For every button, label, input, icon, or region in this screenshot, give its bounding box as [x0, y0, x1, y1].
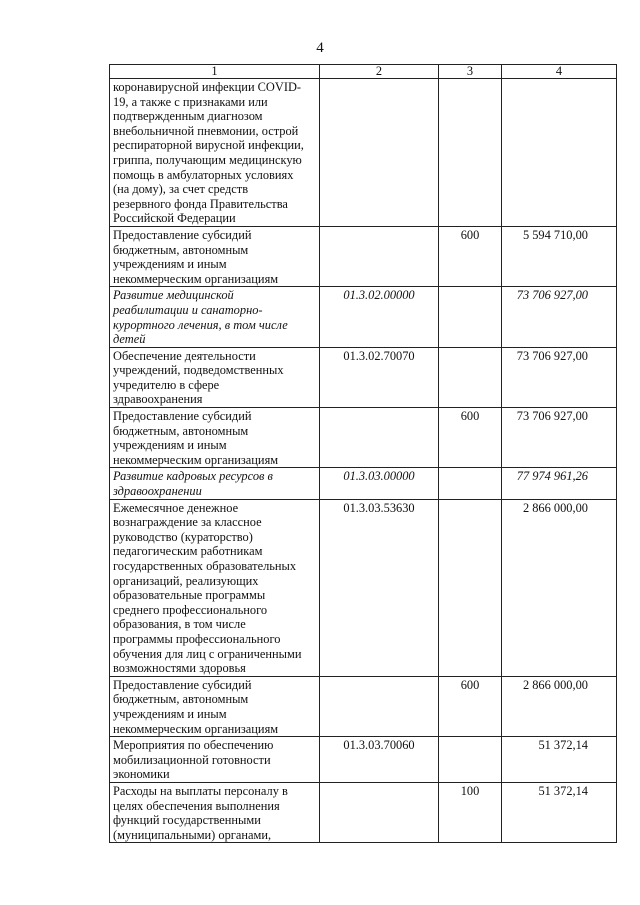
table-header-row	[110, 65, 617, 79]
table-row	[110, 408, 617, 468]
row-code	[320, 79, 439, 227]
row-expense-type-text: 600	[460, 409, 480, 424]
table-row	[110, 676, 617, 736]
row-amount	[502, 226, 617, 286]
row-description-text: Развитие кадровых ресурсов в здравоохранении	[113, 469, 273, 499]
row-expense-type	[439, 408, 502, 468]
row-code	[320, 676, 439, 736]
row-description	[110, 226, 320, 286]
row-code	[320, 468, 439, 499]
table-row	[110, 79, 617, 227]
row-amount-text: 51 372,14	[538, 738, 588, 753]
row-amount	[502, 347, 617, 407]
row-description-text: Обеспечение деятельности учреждений, подведомственных учредителю в сфере здравоохранения	[113, 348, 284, 407]
row-code	[320, 499, 439, 676]
row-description	[110, 468, 320, 499]
row-code-text: 01.3.02.00000	[343, 288, 415, 303]
row-description-text: Ежемесячное денежное вознаграждение за классное руководство (кураторство) педагогическим работникам государственных образовательных организаций, реализующих образовательные программы среднего профессионального образования, в том числе программы профессионального обучения для лиц с ограниченными возможностями здоровья	[113, 500, 302, 676]
row-amount	[502, 468, 617, 499]
table-row	[110, 782, 617, 842]
row-amount	[502, 408, 617, 468]
row-expense-type-text: 600	[460, 227, 480, 242]
table-row	[110, 287, 617, 347]
row-description	[110, 676, 320, 736]
row-amount	[502, 287, 617, 347]
row-amount-text: 2 866 000,00	[522, 677, 588, 692]
table-row	[110, 499, 617, 676]
row-code-text: 01.3.03.70060	[343, 738, 415, 753]
row-description-text: Расходы на выплаты персоналу в целях обеспечения выполнения функций государственными (муниципальными) органами,	[113, 783, 288, 842]
table-row	[110, 347, 617, 407]
header-col-3: 3	[439, 65, 502, 79]
budget-table	[109, 64, 617, 843]
row-amount-text: 5 594 710,00	[522, 227, 588, 242]
row-description-text: коронавирусной инфекции COVID- 19, а также с признаками или подтвержденным диагнозом внебольничной пневмонии, острой респираторной вирусной инфекции, гриппа, получающим медицинскую помощь в амбулаторных условиях (на дому), за счет средств резервного фонда Правительства Российской Федерации	[113, 80, 304, 226]
header-col-4: 4	[502, 65, 617, 79]
row-expense-type	[439, 676, 502, 736]
row-amount	[502, 676, 617, 736]
row-amount-text: 2 866 000,00	[522, 500, 588, 515]
row-code-text: 01.3.03.53630	[343, 500, 415, 515]
row-description	[110, 79, 320, 227]
row-description	[110, 782, 320, 842]
row-amount-text: 73 706 927,00	[516, 288, 588, 303]
row-code	[320, 408, 439, 468]
row-code	[320, 782, 439, 842]
row-amount-text: 73 706 927,00	[516, 348, 588, 363]
row-code	[320, 347, 439, 407]
row-description-text: Предоставление субсидий бюджетным, автономным учреждениям и иным некоммерческим организациям	[113, 227, 279, 286]
row-expense-type-text: 600	[460, 677, 480, 692]
row-expense-type	[439, 499, 502, 676]
row-amount-text: 73 706 927,00	[516, 409, 588, 424]
row-description	[110, 347, 320, 407]
row-amount	[502, 737, 617, 783]
row-description-text: Развитие медицинской реабилитации и санаторно- курортного лечения, в том числе детей	[113, 288, 288, 347]
row-amount	[502, 79, 617, 227]
row-expense-type	[439, 468, 502, 499]
row-description-text: Предоставление субсидий бюджетным, автономным учреждениям и иным некоммерческим организациям	[113, 677, 279, 736]
row-amount-text: 77 974 961,26	[516, 469, 588, 484]
row-code-text: 01.3.02.70070	[343, 348, 415, 363]
row-amount	[502, 782, 617, 842]
row-description	[110, 287, 320, 347]
row-code	[320, 287, 439, 347]
row-expense-type	[439, 737, 502, 783]
table-row	[110, 737, 617, 783]
row-description-text: Мероприятия по обеспечению мобилизационной готовности экономики	[113, 738, 274, 782]
row-description	[110, 499, 320, 676]
row-code	[320, 737, 439, 783]
row-expense-type-text: 100	[460, 783, 480, 798]
row-expense-type	[439, 226, 502, 286]
row-expense-type	[439, 79, 502, 227]
row-amount	[502, 499, 617, 676]
row-amount-text: 51 372,14	[538, 783, 588, 798]
row-description-text: Предоставление субсидий бюджетным, автономным учреждениям и иным некоммерческим организациям	[113, 409, 279, 467]
header-col-2: 2	[320, 65, 439, 79]
table-row	[110, 226, 617, 286]
row-description	[110, 408, 320, 468]
table-row	[110, 468, 617, 499]
row-expense-type	[439, 347, 502, 407]
row-expense-type	[439, 782, 502, 842]
header-col-1: 1	[110, 65, 320, 79]
row-description	[110, 737, 320, 783]
row-code	[320, 226, 439, 286]
row-expense-type	[439, 287, 502, 347]
page-number: 4	[316, 40, 324, 56]
row-code-text: 01.3.03.00000	[343, 469, 415, 484]
